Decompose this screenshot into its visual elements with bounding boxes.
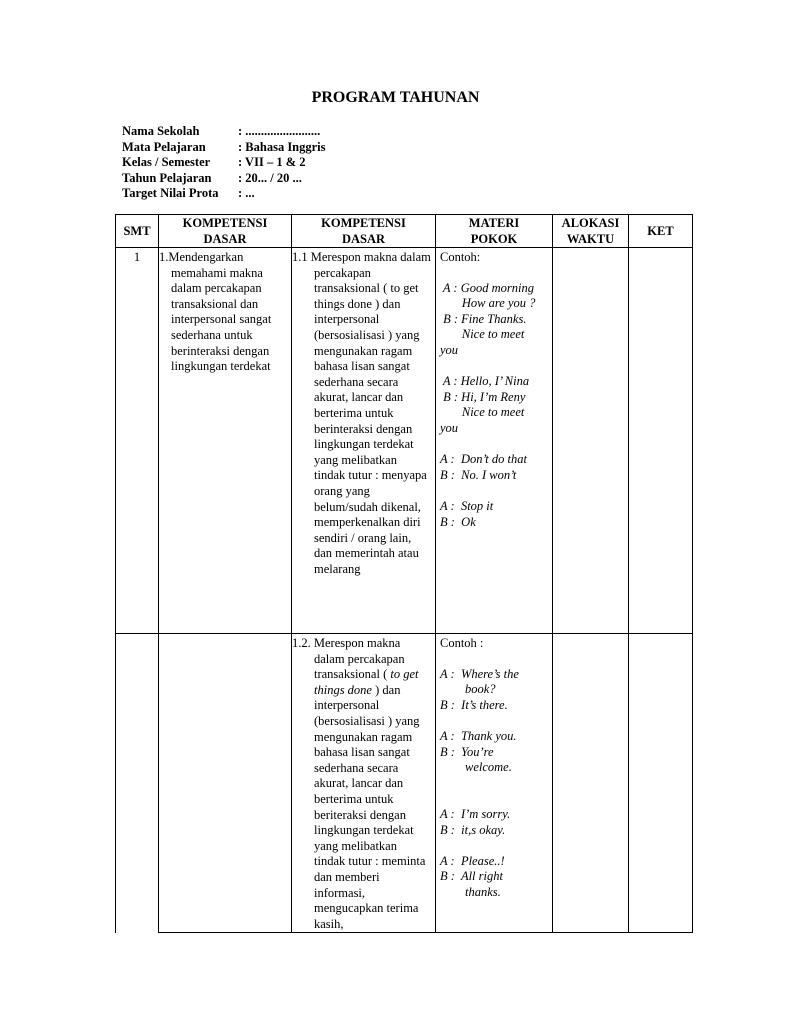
cell-kompetensi-dasar-1	[159, 634, 292, 933]
table-row	[116, 634, 693, 933]
program-table	[115, 214, 693, 933]
cell-kompetensi-dasar-2: 1.2. Merespon makna dalam percakapan transaksional ( to get things done ) dan interpersonal (bersosialisasi ) yang mengunakan ragam bahasa lisan sangat sederhana secara akurat, lancar dan berterima untuk beriteraksi dengan lingkungan terdekat yang melibatkan tindak tutur : meminta dan memberi informasi, mengucapkan terima kasih,	[292, 634, 436, 933]
header-materi-pokok: MATERI POKOK	[436, 215, 553, 248]
info-row	[122, 124, 326, 140]
cell-kompetensi-dasar-1: 1.Mendengarkan memahami makna dalam percakapan transaksional dan interpersonal sangat sederhana untuk berinteraksi dengan lingkungan terdekat	[159, 248, 292, 634]
dialog-line: A : Don’t do that	[440, 452, 527, 467]
table-header-row	[116, 215, 693, 248]
header-ket: KET	[629, 215, 693, 248]
dialog-line	[440, 483, 550, 499]
dialog-line: B : All right	[440, 869, 503, 884]
info-key: Nama Sekolah	[122, 124, 200, 138]
info-value: : ........................	[238, 124, 321, 138]
info-value: : Bahasa Inggris	[238, 139, 326, 154]
dialog-line: you	[440, 342, 459, 357]
info-key: Tahun Pelajaran	[122, 170, 212, 185]
info-key: Kelas / Semester	[122, 155, 211, 169]
dialog-line	[440, 776, 550, 792]
info-row	[122, 186, 326, 202]
contoh-label: Contoh :	[440, 636, 484, 650]
info-key: Target Nilai Prota	[122, 186, 219, 200]
dialog-lines	[440, 281, 550, 531]
dialog-line: B : Hi, I’m Reny	[440, 389, 526, 404]
cell-materi-pokok	[436, 634, 553, 933]
header-smt: SMT	[116, 215, 159, 248]
info-key: Mata Pelajaran	[122, 139, 206, 154]
dialog-line	[440, 713, 550, 729]
dialog-line	[440, 791, 550, 807]
header-alokasi-waktu: ALOKASI WAKTU	[553, 215, 629, 248]
header-kompetensi-dasar-2: KOMPETENSI DASAR	[292, 215, 436, 248]
info-value: : VII – 1 & 2	[238, 155, 306, 169]
header-kompetensi-dasar-1: KOMPETENSI DASAR	[159, 215, 292, 248]
cell-smt	[116, 634, 159, 933]
cell-smt: 1	[116, 248, 159, 634]
table-row	[116, 248, 693, 634]
dialog-line: B : It’s there.	[440, 697, 508, 712]
cell-ket	[629, 248, 693, 634]
dialog-line: Nice to meet	[440, 327, 525, 342]
dialog-line: A : Thank you.	[440, 728, 517, 743]
dialog-line: A : Where’s the	[440, 666, 519, 681]
dialog-line: A : Stop it	[440, 498, 494, 513]
dialog-line	[440, 838, 550, 854]
dialog-line: B : You’re	[440, 744, 494, 759]
dialog-lines	[440, 667, 550, 901]
cell-alokasi-waktu	[553, 634, 629, 933]
dialog-line: B : it,s okay.	[440, 822, 506, 837]
dialog-line: A : I’m sorry.	[440, 806, 511, 821]
document-info	[122, 124, 326, 202]
dialog-line: B : Ok	[440, 514, 476, 529]
dialog-line: Nice to meet	[440, 405, 525, 420]
dialog-line: welcome.	[440, 760, 512, 775]
dialog-line: B : No. I won’t	[440, 467, 517, 482]
cell-ket	[629, 634, 693, 933]
dialog-line: A : Good morning	[440, 280, 534, 295]
dialog-line: How are you ?	[440, 296, 536, 311]
dialog-line: A : Please..!	[440, 853, 505, 868]
dialog-line: you	[440, 420, 459, 435]
cell-kompetensi-dasar-2: 1.1 Merespon makna dalam percakapan transaksional ( to get things done ) dan interpersonal (bersosialisasi ) yang mengunakan ragam bahasa lisan sangat sederhana secara akurat, lancar dan berterima untuk berinteraksi dengan lingkungan terdekat yang melibatkan tindak tutur : menyapa orang yang belum/sudah dikenal, memperkenalkan diri sendiri / orang lain, dan memerintah atau melarang	[292, 248, 436, 634]
info-row	[122, 171, 326, 187]
dialog-line	[440, 359, 550, 375]
cell-alokasi-waktu	[553, 248, 629, 634]
dialog-line: A : Hello, I’ Nina	[440, 374, 530, 389]
dialog-line	[440, 437, 550, 453]
info-row	[122, 140, 326, 156]
info-row	[122, 155, 326, 171]
page-title: PROGRAM TAHUNAN	[311, 89, 480, 106]
dialog-line: B : Fine Thanks.	[440, 311, 527, 326]
info-value: : ...	[238, 186, 255, 200]
dialog-line: book?	[440, 682, 496, 697]
contoh-label: Contoh:	[440, 250, 481, 264]
info-value: : 20... / 20 ...	[238, 170, 302, 185]
cell-materi-pokok	[436, 248, 553, 634]
dialog-line: thanks.	[440, 884, 501, 899]
